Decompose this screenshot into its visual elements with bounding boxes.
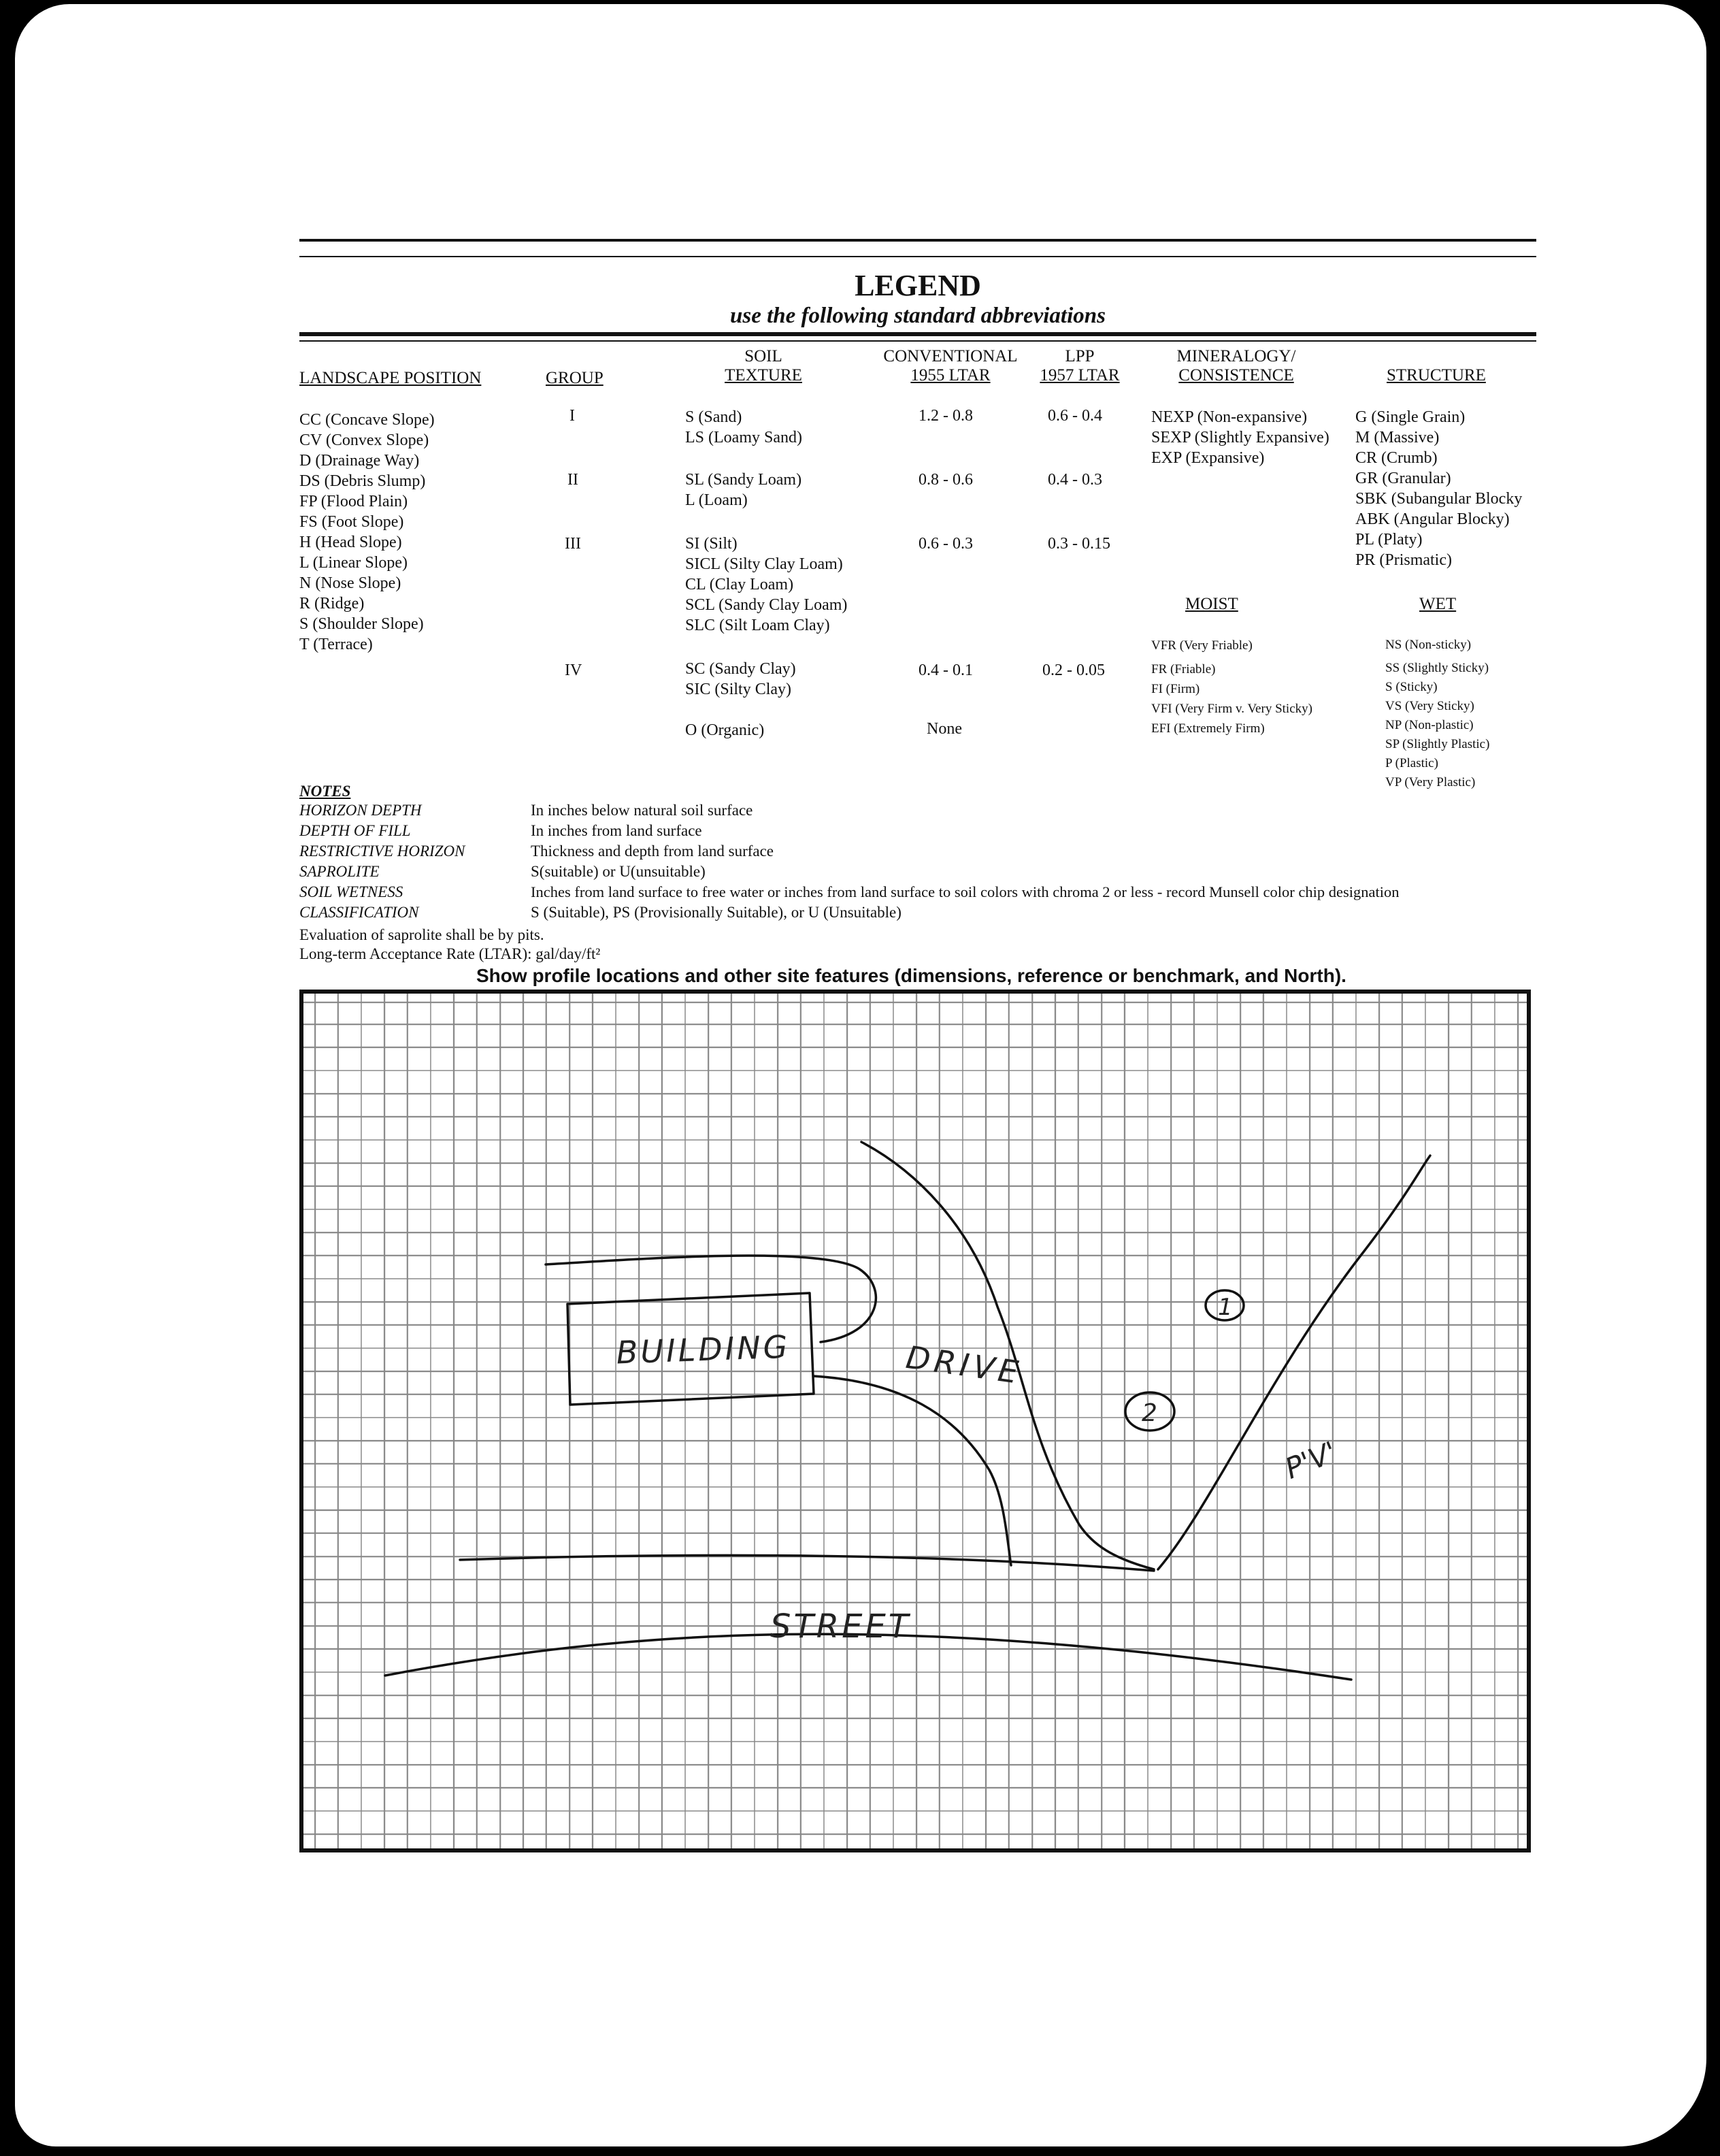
lpp-value: 0.2 - 0.05 [1042,662,1105,679]
header-soil-line1: SOIL [744,347,782,365]
conventional-value: 0.8 - 0.6 [919,471,973,489]
conventional-value: 0.6 - 0.3 [919,535,973,553]
note-label: RESTRICTIVE HORIZON [299,843,465,860]
instruction-line: Show profile locations and other site features (dimensions, reference or benchmark, and North). [476,965,1346,986]
moist-item: FI (Firm) [1151,682,1200,696]
drive-lower-edge [814,1376,1011,1565]
texture-list [685,659,796,700]
note-label: DEPTH OF FILL [299,822,411,839]
structure-item: CR (Crumb) [1355,449,1438,467]
group-label: III [565,535,581,553]
structure-item: M (Massive) [1355,429,1440,446]
note-value: Inches from land surface to free water or inches from land surface to soil colors with chroma 2 or less - record Munsell color chip designation [531,883,1400,900]
header-mineral-line2: CONSISTENCE [1178,366,1294,385]
structure-item: PL (Platy) [1355,531,1423,549]
legend-subtitle: use the following standard abbreviations [730,304,1106,328]
moist-item: VFI (Very Firm v. Very Sticky) [1151,702,1312,716]
texture-item: SICL (Silty Clay Loam) [685,555,843,573]
wet-item: P (Plastic) [1385,756,1438,770]
moist-item: FR (Friable) [1151,662,1216,676]
texture-item: SCL (Sandy Clay Loam) [685,596,848,614]
note-value: S (Suitable), PS (Provisionally Suitable), or U (Unsuitable) [531,904,902,921]
site-sketch [303,994,1527,1848]
header-lpp-line2: 1957 LTAR [1040,366,1120,385]
lpp-value: 0.4 - 0.3 [1048,471,1102,489]
structure-list [1355,407,1522,570]
wet-item: NS (Non-sticky) [1385,638,1472,652]
wet-item: SS (Slightly Sticky) [1385,661,1489,675]
landscape-item: FP (Flood Plain) [299,493,408,510]
landscape-item: D (Drainage Way) [299,452,420,470]
landscape-item: T (Terrace) [299,636,373,653]
wet-item: S (Sticky) [1385,680,1438,694]
header-soil-line2: TEXTURE [725,366,802,385]
landscape-item: H (Head Slope) [299,534,402,551]
landscape-item: CC (Concave Slope) [299,411,435,429]
mineralogy-item: EXP (Expansive) [1151,449,1265,467]
wet-item: VP (Very Plastic) [1385,775,1476,789]
texture-item: SLC (Silt Loam Clay) [685,617,830,634]
texture-item: L (Loam) [685,491,748,509]
drive-top-edge [546,1256,876,1342]
note-label: SAPROLITE [299,863,380,880]
evaluation-note: Evaluation of saprolite shall be by pits. [299,926,544,943]
street-upper-edge [460,1555,1154,1571]
header-lpp-line1: LPP [1065,347,1095,365]
landscape-list [299,410,435,655]
street-label: STREET [770,1607,912,1646]
wet-list [1385,636,1489,792]
header-wet: WET [1419,595,1457,613]
pv-line [1158,1156,1430,1569]
header-conv-line2: 1955 LTAR [910,366,991,385]
conventional-value: None [927,720,962,738]
header-rule-thin [299,340,1536,342]
note-label: CLASSIFICATION [299,904,419,921]
profile-1-label: 1 [1218,1294,1233,1321]
landscape-item: CV (Convex Slope) [299,431,429,449]
landscape-item: N (Nose Slope) [299,574,401,592]
conventional-value: 0.4 - 0.1 [919,662,973,679]
landscape-item: FS (Foot Slope) [299,513,404,531]
texture-item: S (Sand) [685,408,742,426]
header-soil [702,347,825,385]
profile-2-label: 2 [1142,1399,1157,1427]
mineralogy-item: SEXP (Slightly Expansive) [1151,429,1329,446]
structure-item: SBK (Subangular Blocky [1355,490,1523,508]
landscape-item: R (Ridge) [299,595,365,612]
top-rule-thin [299,256,1536,257]
texture-item: SL (Sandy Loam) [685,471,802,489]
texture-item: SI (Silt) [685,535,738,553]
wet-item: SP (Slightly Plastic) [1385,737,1490,751]
site-sketch-grid [299,990,1531,1852]
structure-item: PR (Prismatic) [1355,551,1452,569]
header-conv-line1: CONVENTIONAL [883,347,1018,365]
note-value: In inches from land surface [531,822,702,839]
header-conventional [869,347,1032,385]
drive-label: DRIVE [904,1338,1025,1392]
header-mineralogy [1158,347,1314,385]
texture-item: CL (Clay Loam) [685,576,794,593]
mineralogy-list [1151,407,1329,468]
top-rule [299,239,1536,242]
texture-list [685,470,801,510]
legend-title: LEGEND [855,269,981,302]
moist-item: EFI (Extremely Firm) [1151,721,1265,736]
moist-list [1151,636,1312,738]
group-label: I [569,407,575,425]
texture-list [685,720,764,740]
landscape-item: L (Linear Slope) [299,554,408,572]
wet-item: NP (Non-plastic) [1385,718,1474,732]
texture-item: LS (Loamy Sand) [685,429,802,446]
structure-item: ABK (Angular Blocky) [1355,510,1510,528]
header-landscape: LANDSCAPE POSITION [299,369,482,387]
group-label: II [567,471,578,489]
structure-item: G (Single Grain) [1355,408,1466,426]
notes-labels [299,800,465,923]
group-label: IV [565,662,582,679]
texture-list [685,407,802,448]
landscape-item: DS (Debris Slump) [299,472,426,490]
header-mineral-line1: MINERALOGY/ [1176,347,1296,365]
note-label: SOIL WETNESS [299,883,403,900]
note-value: Thickness and depth from land surface [531,843,774,860]
lpp-value: 0.3 - 0.15 [1048,535,1110,553]
structure-item: GR (Granular) [1355,470,1451,487]
lpp-value: 0.6 - 0.4 [1048,407,1102,425]
document-page [15,4,1706,2146]
header-lpp [1036,347,1124,385]
note-value: In inches below natural soil surface [531,802,753,819]
building-label: BUILDING [615,1328,791,1371]
texture-item: SC (Sandy Clay) [685,660,796,678]
landscape-item: S (Shoulder Slope) [299,615,424,633]
wet-item: VS (Very Sticky) [1385,699,1474,713]
note-label: HORIZON DEPTH [299,802,422,819]
header-structure: STRUCTURE [1387,366,1486,385]
texture-list [685,534,847,636]
note-value: S(suitable) or U(unsuitable) [531,863,706,880]
pv-label: P'V' [1280,1435,1342,1486]
header-rule [299,332,1536,336]
header-moist: MOIST [1185,595,1238,613]
ltar-note: Long-term Acceptance Rate (LTAR): gal/day/ft² [299,945,601,962]
conventional-value: 1.2 - 0.8 [919,407,973,425]
moist-item: VFR (Very Friable) [1151,638,1253,653]
texture-item: O (Organic) [685,721,765,739]
texture-item: SIC (Silty Clay) [685,681,792,698]
notes-values [531,800,1399,923]
mineralogy-item: NEXP (Non-expansive) [1151,408,1308,426]
notes-heading: NOTES [299,783,351,800]
header-group: GROUP [546,369,603,387]
